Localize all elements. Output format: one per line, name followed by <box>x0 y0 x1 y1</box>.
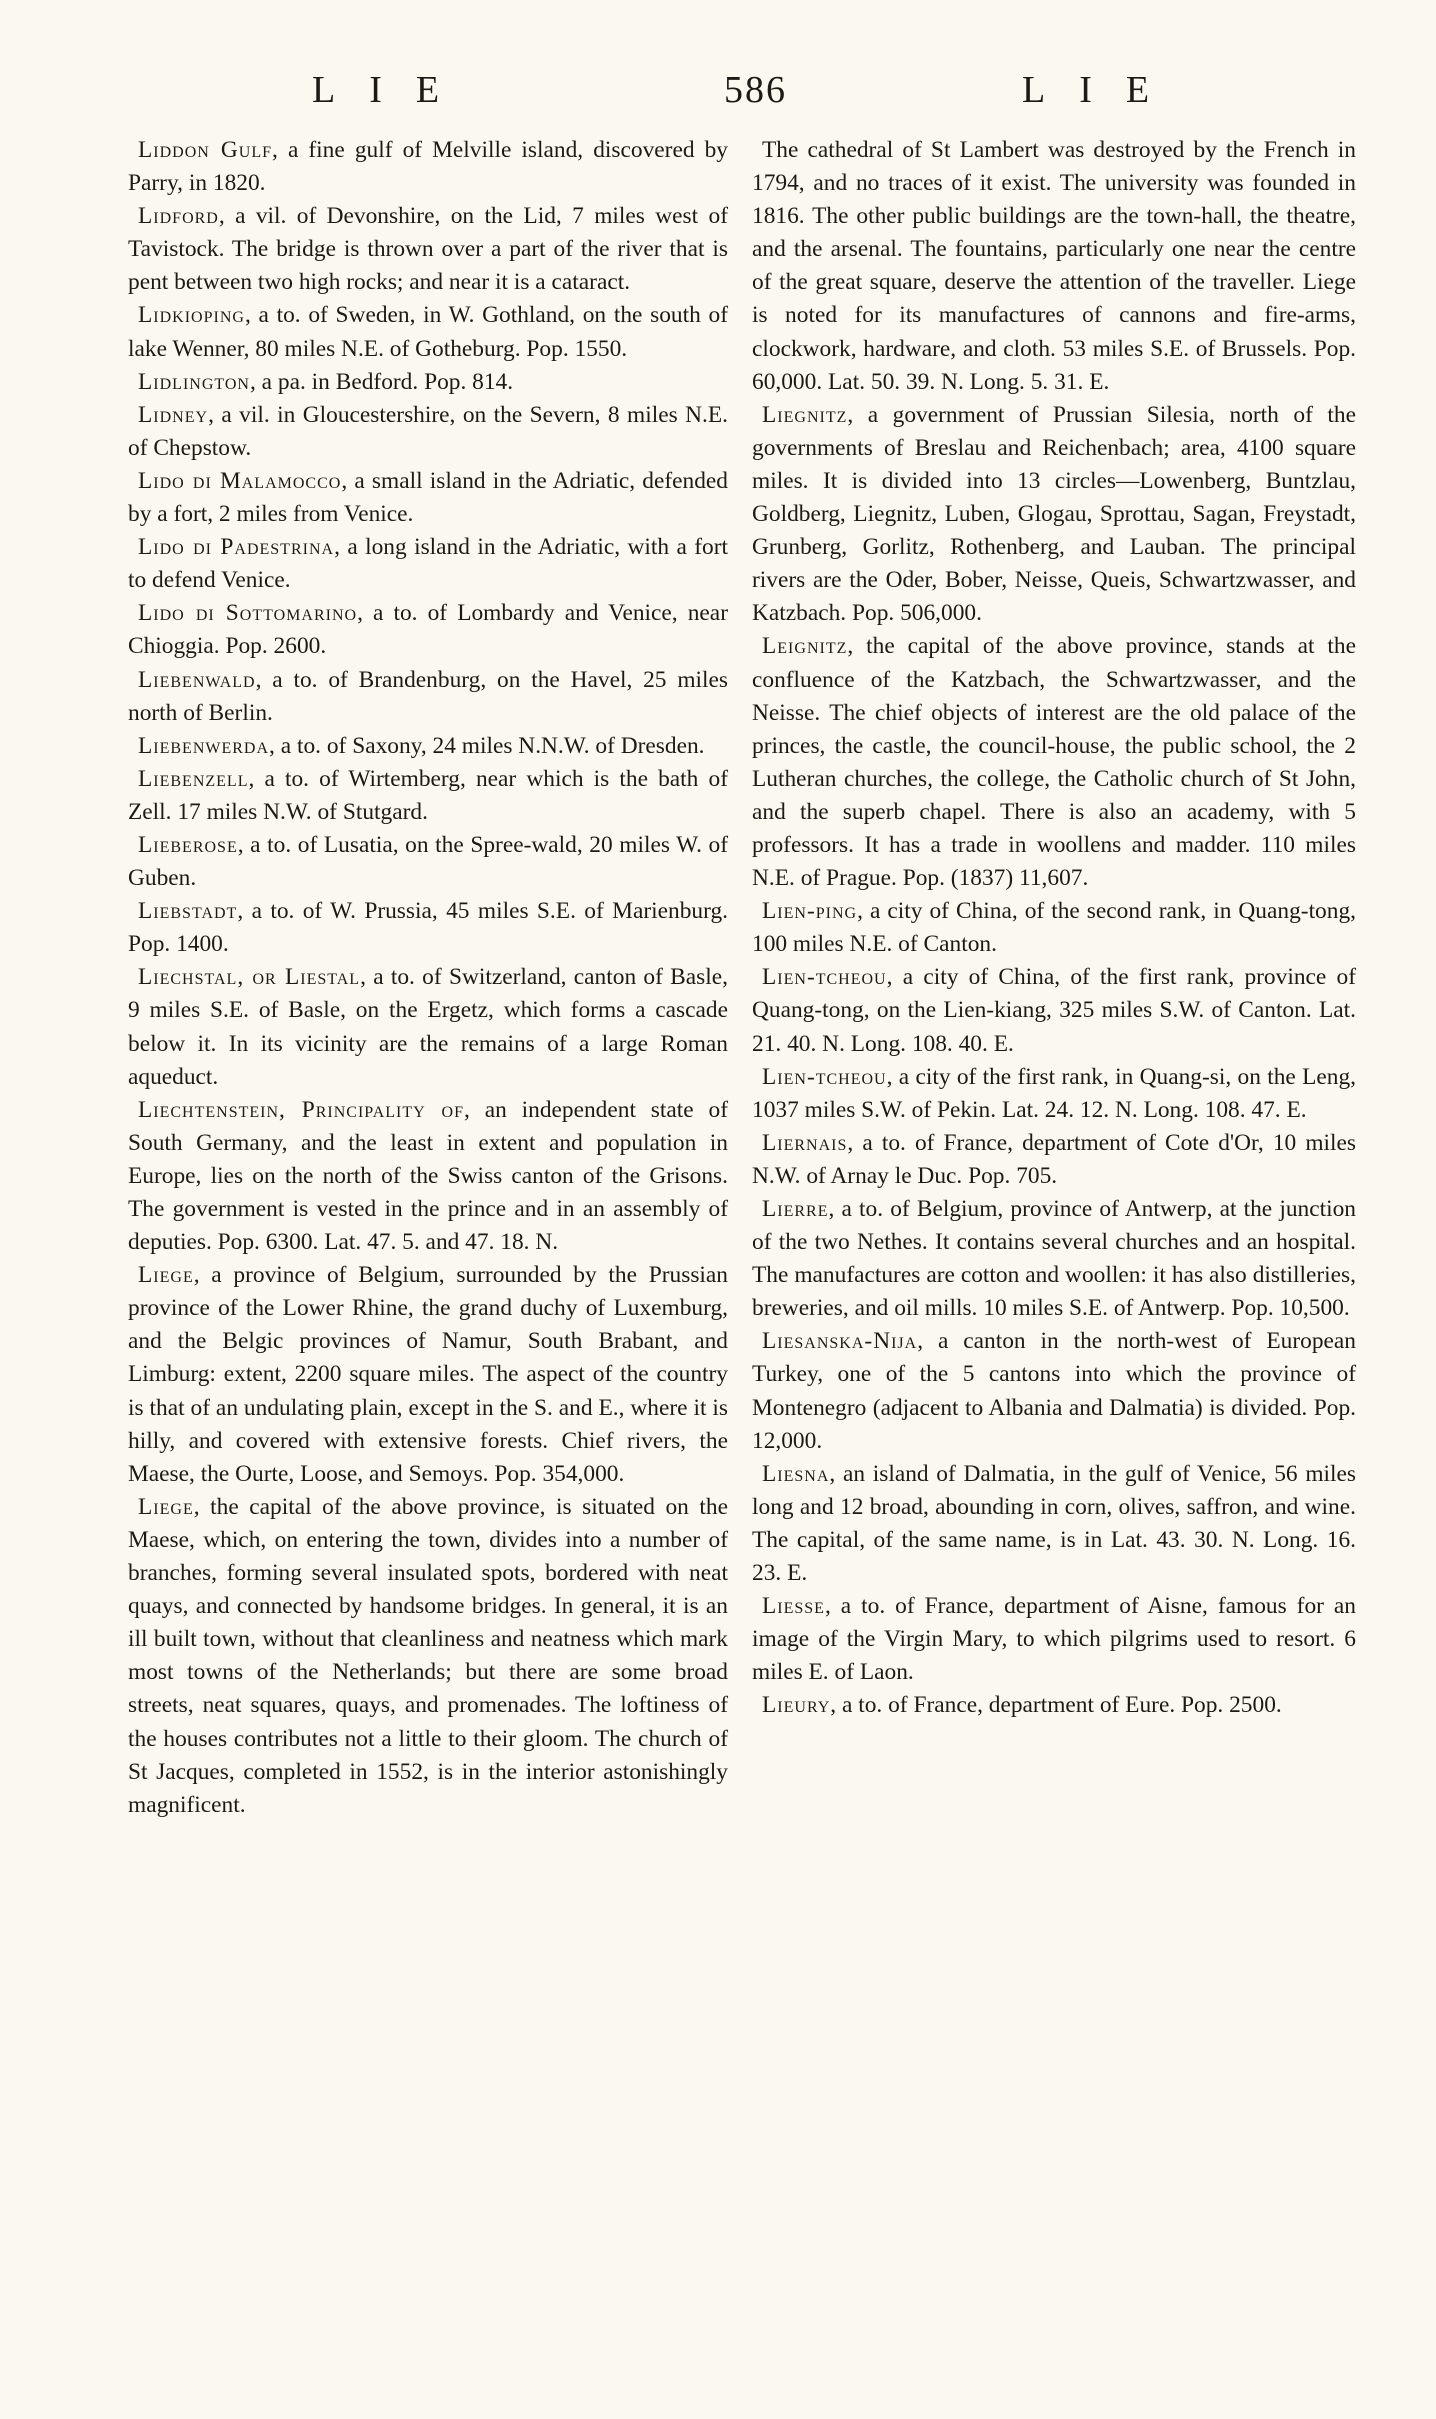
entry-headword: Leignitz <box>762 633 848 660</box>
entry-text: , a to. of Sweden, in W. Gothland, on the south of lake Wenner, 80 miles N.E. of Gotheburg. Pop. 1550. <box>128 302 728 362</box>
gazetteer-entry <box>128 200 728 299</box>
entry-text: , a to. of France, department of Aisne, famous for an image of the Virgin Mary, to which pilgrims used to resort. 6 miles E. of Laon. <box>752 1593 1356 1686</box>
right-running-head: LIE <box>1022 69 1184 111</box>
gazetteer-entry <box>752 1590 1356 1689</box>
entry-headword: Liesse <box>762 1593 825 1620</box>
gazetteer-entry <box>128 829 728 895</box>
entry-headword: Liebenwald <box>138 666 256 693</box>
gazetteer-entry <box>752 1061 1356 1127</box>
entry-text: , the capital of the above province, is situated on the Maese, which, on entering the town, divides into a number of branches, forming several insulated spots, bordered with neat quays, and connected by handsome bridges. In general, it is an ill built town, without that cleanliness and neatness which mark most towns of the Netherlands; but there are some broad streets, neat squares, quays, and promenades. The loftiness of the houses contributes not a little to their gloom. The church of St Jacques, completed in 1552, is in the interior astonishingly magnificent. <box>128 1493 728 1818</box>
entry-headword: Lieberose <box>138 831 238 858</box>
gazetteer-entry <box>128 299 728 365</box>
entry-text: , a pa. in Bedford. Pop. 814. <box>249 368 514 395</box>
gazetteer-entry <box>752 895 1356 961</box>
entry-headword: Lieury <box>762 1692 831 1719</box>
gazetteer-entry <box>128 664 728 730</box>
gazetteer-entry <box>752 399 1356 631</box>
entry-headword: Liebstadt <box>138 898 238 925</box>
gazetteer-entry <box>128 961 728 1093</box>
gazetteer-entry <box>752 1325 1356 1457</box>
left-running-head: LIE <box>312 69 474 111</box>
gazetteer-entry <box>752 1458 1356 1590</box>
entry-text: , a city of China, of the second rank, in Quang-tong, 100 miles N.E. of Canton. <box>752 898 1356 958</box>
gazetteer-entry <box>128 1259 728 1491</box>
entry-headword: Liesna <box>762 1460 830 1487</box>
entry-text: , a province of Belgium, surrounded by the Prussian province of the Lower Rhine, the grand duchy of Luxemburg, and the Belgic provinces of Namur, South Brabant, and Limburg: extent, 2200 square miles. The aspect of the country is that of an undulating plain, except in the S. and E., where it is hilly, and covered with extensive forests. Chief rivers, the Maese, the Ourte, Loose, and Semoys. Pop. 354,000. <box>128 1262 728 1487</box>
entry-text: , a to. of Saxony, 24 miles N.N.W. of Dresden. <box>269 732 705 759</box>
gazetteer-entry <box>128 465 728 531</box>
gazetteer-entry <box>128 730 728 763</box>
gazetteer-entry <box>128 895 728 961</box>
left-column <box>128 134 728 1822</box>
entry-text: , the capital of the above province, stands at the confluence of the Katzbach, the Schwartzwasser, and the Neisse. The chief objects of interest are the old palace of the princes, the castle, the council-house, the public school, the 2 Lutheran churches, the college, the Catholic church of St John, and the superb chapel. There is also an academy, with 5 professors. It has a trade in woollens and madder. 110 miles N.E. of Prague. Pop. (1837) 11,607. <box>752 633 1356 892</box>
entry-headword: Liegnitz <box>762 401 848 428</box>
entry-headword: Lidkioping <box>138 302 245 329</box>
entry-text: , a to. of W. Prussia, 45 miles S.E. of Marienburg. Pop. 1400. <box>128 898 728 958</box>
entry-headword: Liege <box>138 1493 194 1520</box>
entry-headword: Lien-ping <box>762 898 858 925</box>
gazetteer-entry <box>752 1689 1356 1722</box>
entry-headword: Lien-tcheou <box>762 964 887 991</box>
entry-text: , a to. of Brandenburg, on the Havel, 25 miles north of Berlin. <box>128 666 728 726</box>
entry-headword: Liebenwerda <box>138 732 270 759</box>
entry-text: , a small island in the Adriatic, defended by a fort, 2 miles from Venice. <box>128 467 729 528</box>
entry-headword: Lidney <box>138 401 209 428</box>
entry-headword: Liechstal, or Liestal <box>138 964 361 991</box>
running-header <box>0 68 1436 128</box>
gazetteer-entry <box>128 531 728 597</box>
entry-headword: Lidford <box>138 203 219 230</box>
entry-headword: Liege <box>138 1262 194 1289</box>
gazetteer-entry <box>752 134 1356 399</box>
entry-text: , a to. of France, department of Cote d'Or, 10 miles N.W. of Arnay le Duc. Pop. 705. <box>752 1129 1356 1189</box>
entry-headword: Liebenzell <box>138 765 249 792</box>
entry-text: , a fine gulf of Melville island, discovered by Parry, in 1820. <box>128 137 728 197</box>
gazetteer-entry <box>752 1127 1356 1193</box>
entry-headword: Liechtenstein, Principality of <box>138 1096 465 1123</box>
gazetteer-entry <box>128 763 728 829</box>
entry-text: , an independent state of South Germany, and the least in extent and population in Europe, lies on the north of the Swiss canton of the Grisons. The government is vested in the prince and in an assembly of deputies. Pop. 6300. Lat. 47. 5. and 47. 18. N. <box>128 1096 728 1256</box>
entry-headword: Lidlington <box>138 368 250 395</box>
gazetteer-entry <box>128 134 728 200</box>
gazetteer-entry <box>128 1491 728 1822</box>
gazetteer-entry <box>752 961 1356 1060</box>
entry-headword: Liddon Gulf <box>138 137 273 163</box>
page-number: 586 <box>724 69 787 111</box>
entry-text: , a to. of Belgium, province of Antwerp, at the junction of the two Nethes. It contains several churches and an hospital. The manufactures are cotton and woollen: it has also distilleries, breweries, and oil mills. 10 miles S.E. of Antwerp. Pop. 10,500. <box>752 1196 1356 1322</box>
entry-headword: Lien-tcheou <box>762 1063 887 1090</box>
gazetteer-entry <box>752 1193 1356 1325</box>
entry-text: , a vil. in Gloucestershire, on the Severn, 8 miles N.E. of Chepstow. <box>128 401 728 461</box>
entry-headword: Lierre <box>762 1196 829 1222</box>
entry-text: , a long island in the Adriatic, with a fort to defend Venice. <box>128 534 728 594</box>
entry-headword: Lido di Sottomarino <box>138 600 358 627</box>
entry-text: , a to. of Switzerland, canton of Basle, 9 miles S.E. of Basle, on the Ergetz, which forms a cascade below it. In its vicinity are the remains of a large Roman aqueduct. <box>128 964 728 1090</box>
entry-headword: Liesanska-Nija <box>762 1328 918 1355</box>
entry-text: , a city of the first rank, in Quang-si, on the Leng, 1037 miles S.W. of Pekin. Lat. 24. 12. N. Long. 108. 47. E. <box>752 1063 1356 1123</box>
entry-text: , a to. of France, department of Eure. Pop. 2500. <box>830 1692 1282 1719</box>
entry-headword: Lido di Padestrina <box>138 534 335 561</box>
gazetteer-entry <box>128 597 728 663</box>
gazetteer-entry <box>128 366 728 399</box>
entry-text: , a vil. of Devonshire, on the Lid, 7 miles west of Tavistock. The bridge is thrown over a part of the river that is pent between two high rocks; and near it is a cataract. <box>128 203 728 296</box>
entry-text: , an island of Dalmatia, in the gulf of Venice, 56 miles long and 12 broad, abounding in corn, olives, saffron, and wine. The capital, of the same name, is in Lat. 43. 30. N. Long. 16. 23. E. <box>752 1460 1356 1587</box>
entry-text: , a to. of Wirtemberg, near which is the bath of Zell. 17 miles N.W. of Stutgard. <box>128 765 728 825</box>
gazetteer-entry <box>128 399 728 465</box>
entry-headword: Liernais <box>762 1129 848 1156</box>
entry-text: , a to. of Lombardy and Venice, near Chioggia. Pop. 2600. <box>128 600 728 660</box>
entry-text: , a city of China, of the first rank, province of Quang-tong, on the Lien-kiang, 325 miles S.W. of Canton. Lat. 21. 40. N. Long. 108. 40. E. <box>752 964 1356 1057</box>
entry-text: , a canton in the north-west of European Turkey, one of the 5 cantons into which the province of Montenegro (adjacent to Albania and Dalmatia) is divided. Pop. 12,000. <box>752 1328 1356 1454</box>
gazetteer-entry <box>128 1094 728 1259</box>
entry-text: , a to. of Lusatia, on the Spree-wald, 20 miles W. of Guben. <box>128 831 728 892</box>
entry-text: The cathedral of St Lambert was destroyed by the French in 1794, and no traces of it exist. The university was founded in 1816. The other public buildings are the town-hall, the theatre, and the arsenal. The fountains, particularly one near the centre of the great square, deserve the attention of the traveller. Liege is noted for its manufactures of cannons and fire-arms, clockwork, hardware, and cloth. 53 miles S.E. of Brussels. Pop. 60,000. Lat. 50. 39. N. Long. 5. 31. E. <box>752 137 1356 395</box>
right-column <box>752 134 1356 1723</box>
entry-text: , a government of Prussian Silesia, north of the governments of Breslau and Reichenbach; area, 4100 square miles. It is divided into 13 circles—Lowenberg, Buntzlau, Goldberg, Liegnitz, Luben, Glogau, Sprottau, Sagan, Freystadt, Grunberg, Gorlitz, Rothenberg, and Lauban. The principal rivers are the Oder, Bober, Neisse, Queis, Schwartzwasser, and Katzbach. Pop. 506,000. <box>752 401 1356 627</box>
entry-headword: Lido di Malamocco <box>138 467 342 494</box>
gazetteer-entry <box>752 630 1356 895</box>
